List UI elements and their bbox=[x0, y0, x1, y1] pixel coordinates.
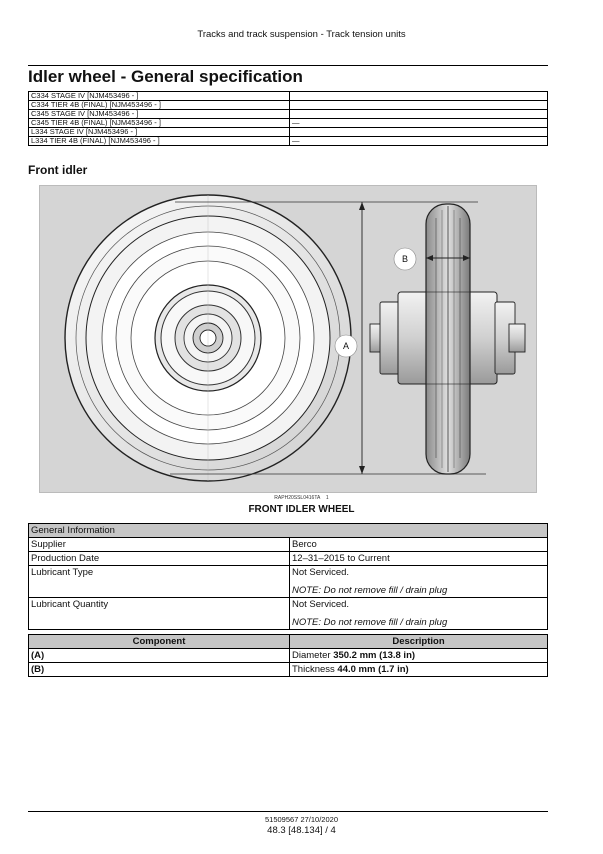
page-title: Idler wheel - General specification bbox=[28, 67, 303, 86]
row-value-cell bbox=[290, 566, 548, 598]
model-value: — bbox=[290, 119, 548, 128]
component-id: (B) bbox=[29, 663, 290, 677]
figure-reference bbox=[0, 495, 603, 501]
model-name: L334 TIER 4B (FINAL) [NJM453496 - ] bbox=[29, 137, 290, 146]
model-name: C345 STAGE IV [NJM453496 - ] bbox=[29, 110, 290, 119]
table-row bbox=[29, 598, 548, 630]
component-description bbox=[290, 663, 548, 677]
footer-document-code: 51509567 27/10/2020 bbox=[265, 815, 338, 824]
row-label: Production Date bbox=[29, 552, 290, 566]
table-row bbox=[29, 538, 548, 552]
row-value: 12–31–2015 to Current bbox=[290, 552, 548, 566]
model-value bbox=[290, 101, 548, 110]
row-value: Berco bbox=[290, 538, 548, 552]
dimension-a-label: A bbox=[342, 341, 350, 351]
idler-wheel-drawing bbox=[40, 186, 536, 492]
wheel-front-view bbox=[65, 195, 351, 481]
row-label: Supplier bbox=[29, 538, 290, 552]
wheel-side-view bbox=[370, 204, 525, 474]
footer-page-number: 48.3 [48.134] / 4 bbox=[267, 825, 336, 836]
header-rule bbox=[28, 65, 548, 66]
footer-rule bbox=[28, 811, 548, 812]
row-value-cell bbox=[290, 598, 548, 630]
table-header-row bbox=[29, 635, 548, 649]
component-description bbox=[290, 649, 548, 663]
model-applicability-table bbox=[28, 91, 548, 146]
general-information-header: General Information bbox=[29, 524, 548, 538]
description-value: 44.0 mm (1.7 in) bbox=[337, 664, 409, 675]
model-value bbox=[290, 110, 548, 119]
component-column-header: Component bbox=[29, 635, 290, 649]
model-name: L334 STAGE IV [NJM453496 - ] bbox=[29, 128, 290, 137]
model-name: C334 TIER 4B (FINAL) [NJM453496 - ] bbox=[29, 101, 290, 110]
description-prefix: Thickness bbox=[292, 664, 338, 675]
model-name: C345 TIER 4B (FINAL) [NJM453496 - ] bbox=[29, 119, 290, 128]
description-value: 350.2 mm (13.8 in) bbox=[333, 650, 416, 661]
row-value: Not Serviced. bbox=[292, 567, 350, 578]
running-header: Tracks and track suspension - Track tension units bbox=[197, 29, 406, 40]
model-name: C334 STAGE IV [NJM453496 - ] bbox=[29, 92, 290, 101]
model-value bbox=[290, 128, 548, 137]
row-label: Lubricant Quantity bbox=[29, 598, 290, 630]
table-row bbox=[29, 566, 548, 598]
dimension-b-label: B bbox=[401, 254, 409, 264]
table-row bbox=[29, 552, 548, 566]
row-note: NOTE: Do not remove fill / drain plug bbox=[292, 585, 448, 596]
row-note: NOTE: Do not remove fill / drain plug bbox=[292, 617, 448, 628]
figure-reference-code: RAPH20SSL0416TA bbox=[274, 495, 321, 501]
figure-caption: FRONT IDLER WHEEL bbox=[248, 504, 355, 515]
table-row bbox=[29, 137, 548, 146]
component-id: (A) bbox=[29, 649, 290, 663]
idler-wheel-figure bbox=[39, 185, 537, 493]
model-value: — bbox=[290, 137, 548, 146]
figure-number: 1 bbox=[325, 495, 329, 501]
description-prefix: Diameter bbox=[292, 650, 334, 661]
section-title: Front idler bbox=[28, 163, 88, 177]
description-column-header: Description bbox=[290, 635, 548, 649]
table-header-row bbox=[29, 524, 548, 538]
model-value bbox=[290, 92, 548, 101]
row-value: Not Serviced. bbox=[292, 599, 350, 610]
general-information-table bbox=[28, 523, 548, 630]
table-row bbox=[29, 663, 548, 677]
row-label: Lubricant Type bbox=[29, 566, 290, 598]
table-row bbox=[29, 649, 548, 663]
component-table bbox=[28, 634, 548, 677]
